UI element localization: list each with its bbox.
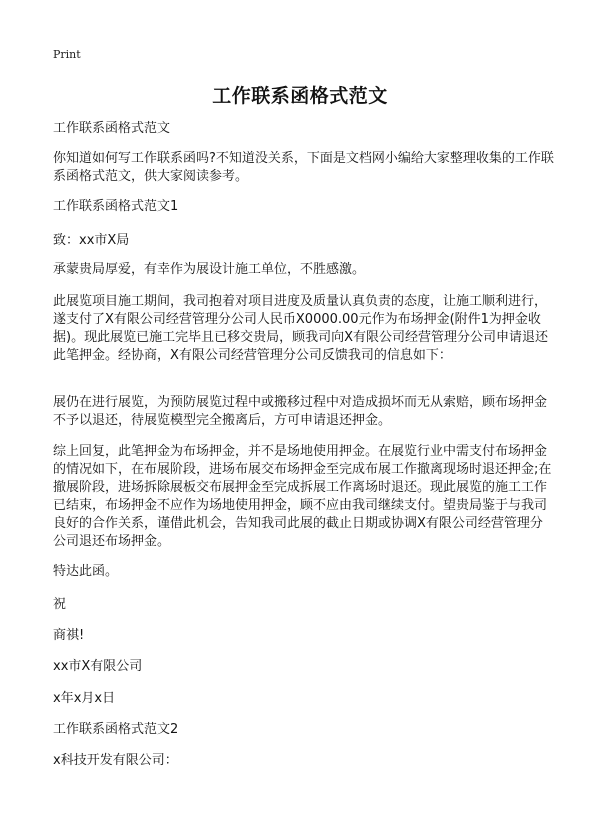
paragraph-summary: 综上回复，此笔押金为布场押金，并不是场地使用押金。在展览行业中需支付布场押金的情况如下，在布展阶段，进场布展交布场押金至完成布展工作撤离现场时退还押金;在撤展阶段，进场拆除展板交布展押金至完成拆展工作离场时退还。现此展览的施工工作已结束，布场押金不应作为场地使用押金，顾不应由我司继续支付。望贵局鉴于与我司良好的合作关系，谨借此机会，告知我司此展的截止日期或协调X有限公司经营管理分公司退还布场押金。 [53, 444, 552, 549]
paragraph-intro: 你知道如何写工作联系函吗?不知道没关系，下面是文档网小编给大家整理收集的工作联系函格式范文，供大家阅读参考。 [53, 151, 554, 184]
recipient-line: 致：xx市X局 [53, 233, 130, 248]
recipient-line-2: x科技开发有限公司： [53, 753, 178, 768]
signature-date: x年x月x日 [53, 691, 116, 706]
paragraph-project: 此展览项目施工期间，我司抱着对项目进度及质量认真负责的态度，让施工顺利进行，遂支付了X有限公司经营管理分公司人民币X0000.00元作为布场押金(附件1为押金收据)。现此展览已施工完毕且已移交贵局，顾我司向X有限公司经营管理分公司申请退还此笔押金。经协商，X有限公司经营管理分公司反馈我司的信息如下： [53, 294, 548, 363]
salutation-zhu: 祝 [53, 597, 67, 612]
section-heading-2: 工作联系函格式范文2 [53, 722, 179, 737]
paragraph-exhibition: 展仍在进行展览，为预防展览过程中或搬移过程中对造成损坏而无从索赔，顾布场押金不予以退还，待展览模型完全搬离后，方可申请退还押金。 [53, 395, 548, 428]
paragraph-greeting: 承蒙贵局厚爱，有幸作为展设计施工单位，不胜感激。 [53, 262, 366, 277]
print-label: Print [53, 48, 81, 61]
salutation-shangqi: 商祺! [53, 628, 85, 643]
paragraph-subtitle: 工作联系函格式范文 [53, 121, 171, 136]
section-heading-1: 工作联系函格式范文1 [53, 199, 179, 214]
closing-line: 特达此函。 [53, 564, 119, 579]
signature-company: xx市X有限公司 [53, 659, 143, 674]
document-title: 工作联系函格式范文 [212, 85, 388, 107]
